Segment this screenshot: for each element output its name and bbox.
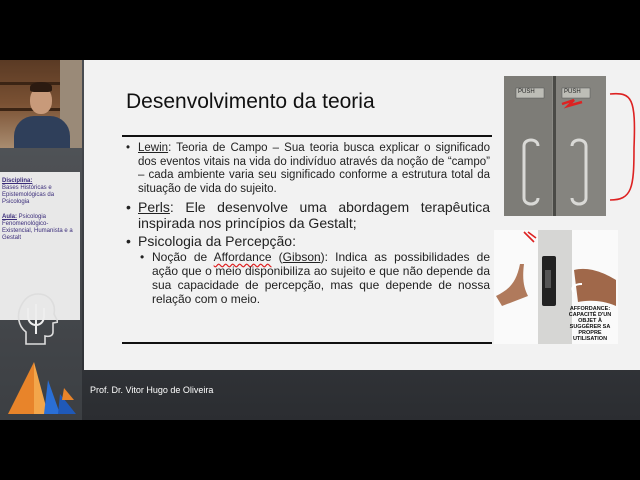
perls-name: Perls (138, 199, 170, 215)
affordance-caption: AFFORDANCE: CAPACITÉ D'UN OBJET À SUGGÉRER SA PROPRE UTILISATION (568, 306, 612, 342)
sub-bullet-affordance (126, 250, 490, 306)
lewin-text: : Teoria de Campo – Sua teoria busca explicar o significado dos eventos vitais na vida do indivíduo através da noção de “campo” – cada ambiente varia seu significado conforme a estrutura total da situação de vida do sujeito. (138, 142, 490, 195)
disciplina-value: Bases Históricas e Epistemológicas da Psicologia (2, 185, 55, 205)
presenter-name: Prof. Dr. Vitor Hugo de Oliveira (90, 385, 214, 395)
bullet-perls (126, 199, 490, 231)
door-label-right: PUSH (564, 89, 581, 95)
aula-label: Aula: (2, 214, 17, 220)
sub-prefix: Noção de (152, 250, 214, 264)
slide-title: Desenvolvimento da teoria (126, 90, 375, 113)
red-annotation-mark (604, 88, 640, 208)
aula-value: Psicologia Fenomenológico-Existencial, Humanista e a Gestalt (2, 214, 73, 241)
bullet-percepcao (126, 233, 490, 249)
affordance-term: Affordance (213, 250, 272, 264)
slide-content (126, 142, 490, 306)
sidebar (0, 60, 82, 420)
bullet-dot: • (126, 233, 131, 249)
gibson-name: Gibson (282, 250, 321, 264)
video-frame (0, 60, 640, 420)
gibson-open: ( (271, 250, 283, 264)
lewin-name: Lewin (138, 142, 169, 154)
perls-text: : Ele desenvolve uma abordagem terapêutica inspirada nos princípios da Gestalt; (138, 199, 490, 231)
percepcao-text: Psicologia da Percepção: (138, 233, 296, 249)
door-push-image (504, 76, 606, 216)
bullet-dot: • (126, 199, 131, 215)
psi-head-icon (14, 292, 58, 346)
sub-bullet-dot: • (140, 250, 145, 264)
triangle-logo-icon (4, 360, 80, 416)
affordance-image (494, 230, 618, 344)
webcam-feed (0, 60, 82, 148)
sub-text: ): Indica as possibilidades de ação que o meio disponibiliza ao sujeito e que não depende da sua capacidade de percepção, mas que depende de nossa relação com o meio. (152, 250, 490, 306)
door-label-left: PUSH (518, 89, 535, 95)
bullet-lewin (126, 142, 490, 196)
title-rule (122, 135, 492, 137)
disciplina-label: Disciplina: (2, 178, 33, 184)
bottom-rule (122, 342, 492, 344)
slide (84, 60, 640, 370)
bullet-dot: • (126, 142, 131, 154)
